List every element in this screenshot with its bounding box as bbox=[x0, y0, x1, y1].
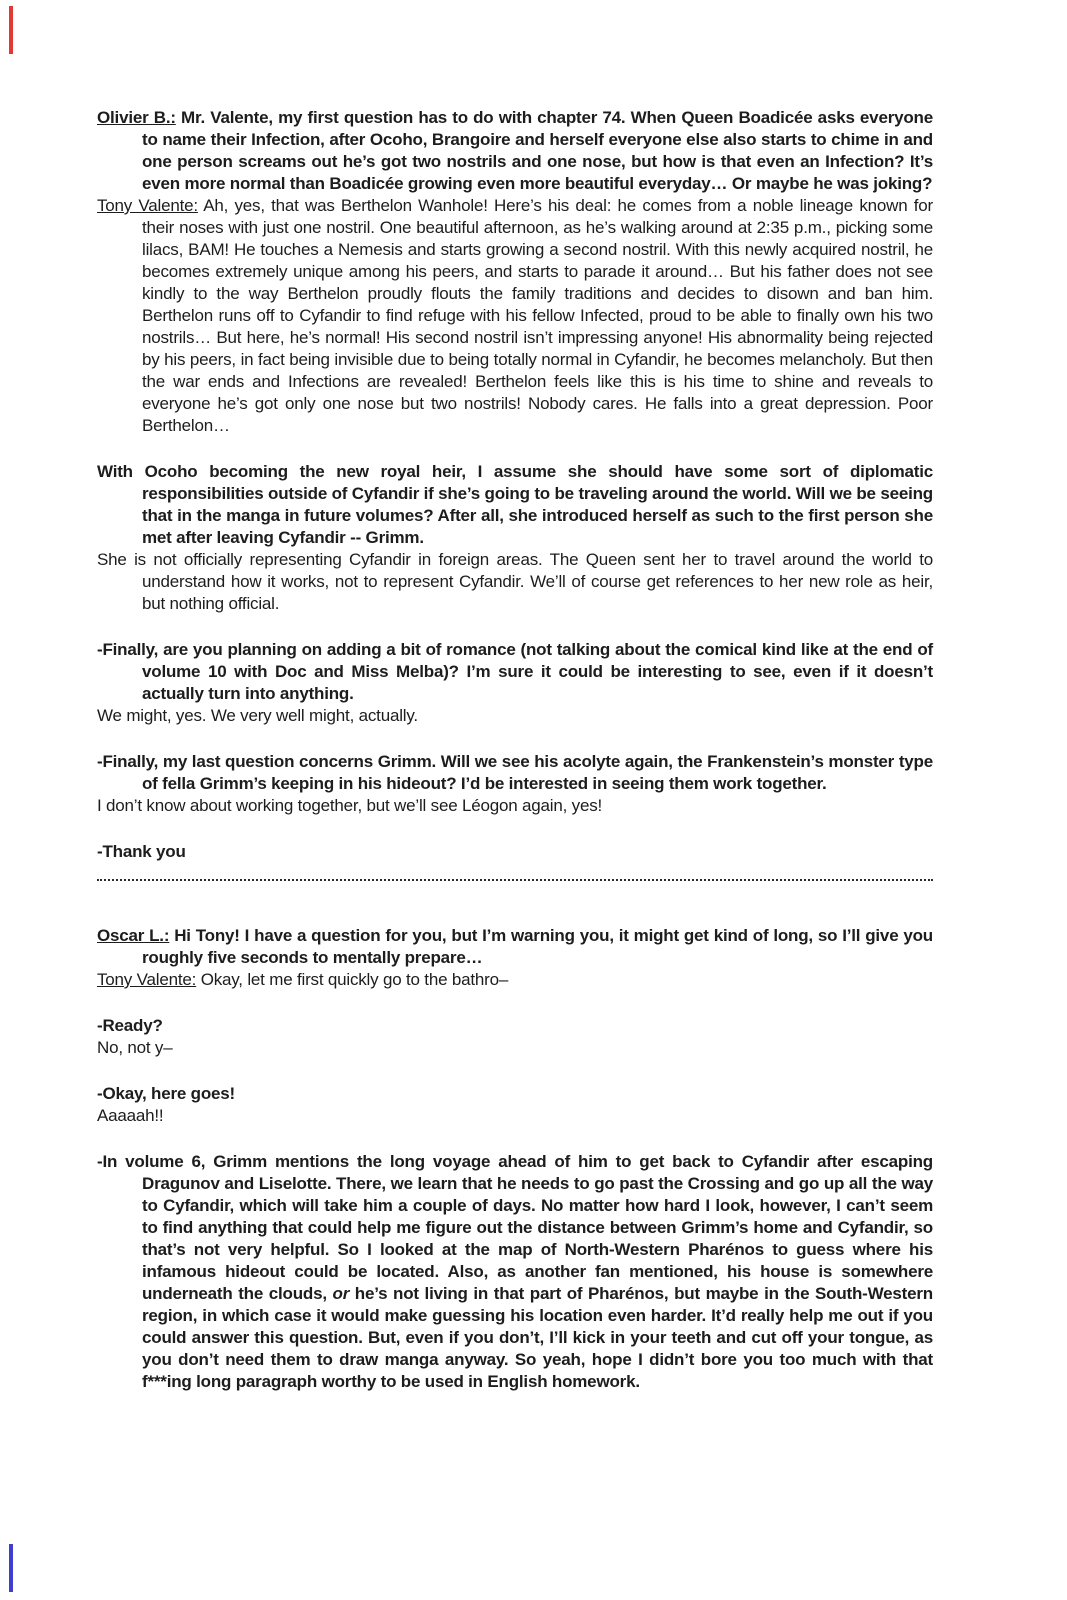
speaker-label: Oscar L.: bbox=[97, 926, 170, 945]
question-paragraph bbox=[97, 751, 933, 795]
text-segment: -Ready? bbox=[97, 1016, 163, 1035]
interview-text-content bbox=[97, 107, 933, 1393]
page-edge-mark-bottom bbox=[9, 1544, 13, 1592]
question-paragraph bbox=[97, 1015, 933, 1037]
page-edge-mark-top bbox=[9, 6, 13, 54]
text-segment: Hi Tony! I have a question for you, but I’m warning you, it might get kind of long, so I’ll give you roughly five seconds to mentally prepare… bbox=[142, 926, 933, 967]
answer-paragraph bbox=[97, 795, 933, 817]
speaker-label: Olivier B.: bbox=[97, 108, 176, 127]
text-segment: No, not y– bbox=[97, 1038, 173, 1057]
text-segment: -Finally, are you planning on adding a bit of romance (not talking about the comical kind like at the end of volume 10 with Doc and Miss Melba)? I’m sure it could be interesting to see, even if it doesn’t actually turn into anything. bbox=[97, 640, 933, 703]
question-paragraph bbox=[97, 461, 933, 549]
question-paragraph bbox=[97, 639, 933, 705]
answer-paragraph bbox=[97, 1037, 933, 1059]
answer-paragraph bbox=[97, 549, 933, 615]
text-segment: or bbox=[332, 1284, 350, 1303]
text-segment: Okay, let me first quickly go to the bathro– bbox=[200, 970, 509, 989]
text-segment: Aaaaah!! bbox=[97, 1106, 164, 1125]
text-segment: he’s not living in that part of Pharénos, but maybe in the South-Western region, in which case it would make guessing his location even harder. It’d really help me out if you could answer this question. But, even if you don’t, I’ll kick in your teeth and cut off your tongue, as you don’t need them to draw manga anyway. So yeah, hope I didn’t bore you too much with that f***ing long paragraph worthy to be used in English homework. bbox=[142, 1284, 933, 1391]
question-paragraph bbox=[97, 107, 933, 195]
text-segment: -Thank you bbox=[97, 842, 186, 861]
text-segment: We might, yes. We very well might, actually. bbox=[97, 706, 418, 725]
text-segment: -Okay, here goes! bbox=[97, 1084, 236, 1103]
text-segment: -Finally, my last question concerns Grimm. Will we see his acolyte again, the Frankenstein’s monster type of fella Grimm’s keeping in his hideout? I’d be interested in seeing them work together. bbox=[97, 752, 933, 793]
text-segment: She is not officially representing Cyfandir in foreign areas. The Queen sent her to travel around the world to understand how it works, not to represent Cyfandir. We’ll of course get references to her new role as heir, but nothing official. bbox=[97, 550, 933, 613]
question-paragraph bbox=[97, 1083, 933, 1105]
text-segment: Ah, yes, that was Berthelon Wanhole! Here’s his deal: he comes from a noble lineage known for their noses with just one nostril. One beautiful afternoon, as he’s walking around at 2:35 p.m., picking some lilacs, BAM! He touches a Nemesis and starts growing a second nostril. With this newly acquired nostril, he becomes extremely unique among his peers, and starts to parade it around… But his father does not see kindly to the way Berthelon proudly flouts the family traditions and decides to disown and ban him. Berthelon runs off to Cyfandir to find refuge with his fellow Infected, proud to be able to finally own his two nostrils… But here, he’s normal! His second nostril isn’t impressing anyone! His abnormality being rejected by his peers, in fact being invisible due to being totally normal in Cyfandir, he becomes melancholy. But then the war ends and Infections are revealed! Berthelon feels like this is his time to shine and reveals to everyone he’s got only one nose but two nostrils! Nobody cares. He falls into a great depression. Poor Berthelon… bbox=[142, 196, 933, 435]
text-segment: -In volume 6, Grimm mentions the long voyage ahead of him to get back to Cyfandir after escaping Dragunov and Liselotte. There, we learn that he needs to go past the Crossing and go up all the way to Cyfandir, which will take him a couple of days. No matter how hard I look, however, I can’t seem to find anything that could help me figure out the distance between Grimm’s home and Cyfandir, so that’s not very helpful. So I looked at the map of North-Western Pharénos to guess where his infamous hideout could be located. Also, as another fan mentioned, his house is somewhere underneath the clouds, bbox=[97, 1152, 933, 1303]
speaker-label: Tony Valente: bbox=[97, 970, 197, 989]
text-segment: With Ocoho becoming the new royal heir, I assume she should have some sort of diplomatic responsibilities outside of Cyfandir if she’s going to be traveling around the world. Will we be seeing that in the manga in future volumes? After all, she introduced herself as such to the first person she met after leaving Cyfandir -- Grimm. bbox=[97, 462, 933, 547]
text-segment: I don’t know about working together, but we’ll see Léogon again, yes! bbox=[97, 796, 603, 815]
dotted-separator bbox=[97, 879, 933, 881]
answer-paragraph bbox=[97, 705, 933, 727]
answer-paragraph bbox=[97, 1105, 933, 1127]
question-paragraph bbox=[97, 1151, 933, 1393]
text-segment: Mr. Valente, my first question has to do with chapter 74. When Queen Boadicée asks everyone to name their Infection, after Ocoho, Brangoire and herself everyone else also starts to chime in and one person screams out he’s got two nostrils and one nose, but how is that even an Infection? It’s even more normal than Boadicée growing even more beautiful everyday… Or maybe he was joking? bbox=[142, 108, 933, 193]
answer-paragraph bbox=[97, 969, 933, 991]
speaker-label: Tony Valente: bbox=[97, 196, 198, 215]
answer-paragraph bbox=[97, 195, 933, 437]
question-paragraph bbox=[97, 925, 933, 969]
question-paragraph bbox=[97, 841, 933, 863]
